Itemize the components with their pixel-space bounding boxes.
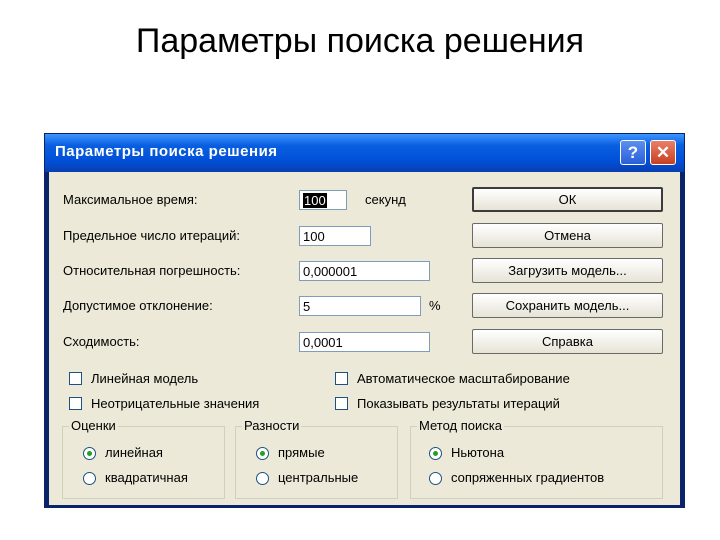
max-iterations-label: Предельное число итераций: (63, 228, 240, 243)
close-icon[interactable]: ✕ (650, 140, 676, 165)
max-time-input[interactable] (299, 190, 347, 210)
derivatives-forward-radio[interactable] (256, 447, 269, 460)
derivatives-group (235, 418, 398, 499)
help-icon[interactable]: ? (620, 140, 646, 165)
auto-scale-checkbox[interactable] (335, 372, 348, 385)
convergence-label: Сходимость: (63, 334, 140, 349)
max-time-unit: секунд (365, 192, 406, 207)
non-negative-label: Неотрицательные значения (91, 396, 260, 411)
non-negative-checkbox[interactable] (69, 397, 82, 410)
estimates-group (62, 418, 225, 499)
estimates-linear-radio[interactable] (83, 447, 96, 460)
show-iterations-label: Показывать результаты итераций (357, 396, 560, 411)
estimates-quadratic-radio[interactable] (83, 472, 96, 485)
derivatives-central-radio[interactable] (256, 472, 269, 485)
search-newton-radio[interactable] (429, 447, 442, 460)
search-method-group (410, 418, 663, 499)
max-iterations-input[interactable]: 100 (299, 226, 371, 246)
dialog-body (49, 172, 680, 505)
search-conjugate-radio[interactable] (429, 472, 442, 485)
precision-input[interactable]: 0,000001 (299, 261, 430, 281)
ok-button[interactable]: ОК (472, 187, 663, 212)
search-method-group-title: Метод поиска (419, 418, 502, 433)
slide-title: Параметры поиска решения (135, 22, 585, 60)
search-newton-label: Ньютона (451, 445, 505, 460)
tolerance-input[interactable]: 5 (299, 296, 421, 316)
tolerance-unit: % (429, 298, 441, 313)
derivatives-group-title: Разности (244, 418, 300, 433)
dialog-title: Параметры поиска решения (55, 143, 278, 160)
derivatives-forward-label: прямые (278, 445, 325, 460)
search-conjugate-label: сопряженных градиентов (451, 470, 605, 485)
estimates-quadratic-label: квадратичная (105, 470, 188, 485)
linear-model-label: Линейная модель (91, 371, 199, 386)
derivatives-central-label: центральные (278, 470, 359, 485)
load-model-button[interactable]: Загрузить модель... (472, 258, 663, 283)
max-time-label: Максимальное время: (63, 192, 198, 207)
solver-options-dialog (44, 133, 685, 508)
dialog-titlebar (45, 134, 684, 172)
auto-scale-label: Автоматическое масштабирование (357, 371, 570, 386)
linear-model-checkbox[interactable] (69, 372, 82, 385)
estimates-group-title: Оценки (71, 418, 116, 433)
estimates-linear-label: линейная (105, 445, 163, 460)
tolerance-label: Допустимое отклонение: (63, 298, 213, 313)
help-button[interactable]: Справка (472, 329, 663, 354)
convergence-input[interactable]: 0,0001 (299, 332, 430, 352)
precision-label: Относительная погрешность: (63, 263, 241, 278)
save-model-button[interactable]: Сохранить модель... (472, 293, 663, 318)
max-time-value: 100 (304, 193, 326, 208)
cancel-button[interactable]: Отмена (472, 223, 663, 248)
show-iterations-checkbox[interactable] (335, 397, 348, 410)
